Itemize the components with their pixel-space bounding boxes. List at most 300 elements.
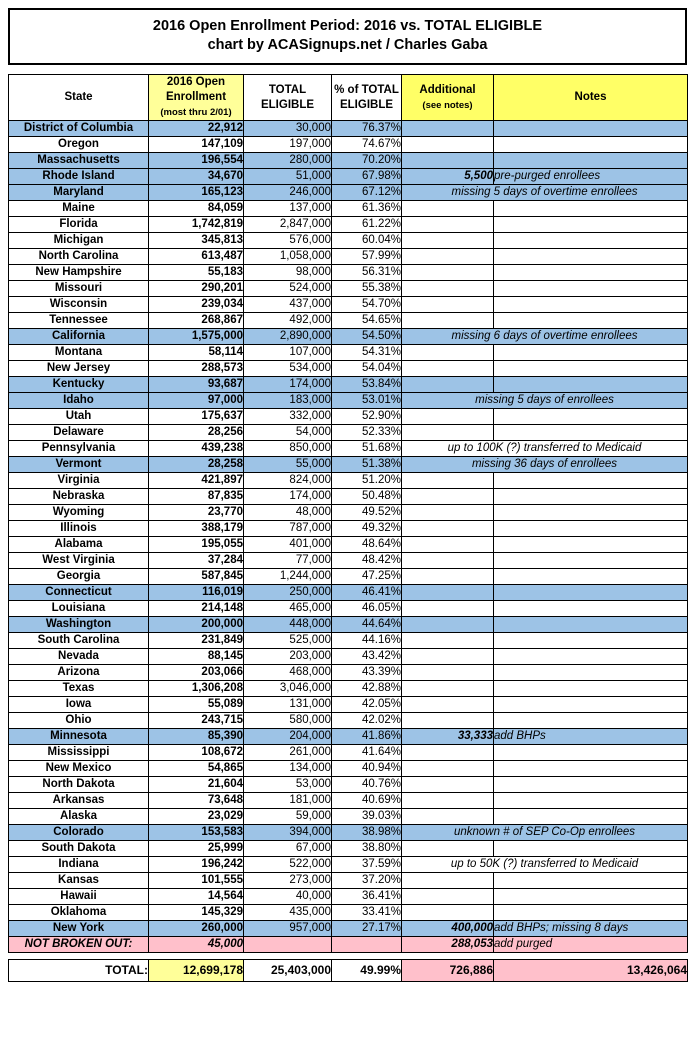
cell-open-enrollment: 1,742,819 — [149, 217, 244, 233]
cell-state: Tennessee — [9, 313, 149, 329]
cell-state: Alaska — [9, 809, 149, 825]
cell-open-enrollment: 21,604 — [149, 777, 244, 793]
cell-total-eligible: 30,000 — [244, 121, 332, 137]
cell-pct: 46.41% — [332, 585, 402, 601]
totals-open-enrollment: 12,699,178 — [149, 960, 244, 982]
cell-open-enrollment: 260,000 — [149, 921, 244, 937]
cell-additional — [402, 297, 494, 313]
cell-pct: 54.31% — [332, 345, 402, 361]
cell-open-enrollment: 116,019 — [149, 585, 244, 601]
cell-additional — [402, 617, 494, 633]
cell-open-enrollment: 214,148 — [149, 601, 244, 617]
cell-additional — [402, 745, 494, 761]
cell-total-eligible: 183,000 — [244, 393, 332, 409]
cell-open-enrollment: 14,564 — [149, 889, 244, 905]
table-row — [9, 633, 688, 649]
cell-notes — [494, 473, 688, 489]
cell-open-enrollment: 439,238 — [149, 441, 244, 457]
cell-state: Vermont — [9, 457, 149, 473]
cell-state: Hawaii — [9, 889, 149, 905]
cell-pct: 38.98% — [332, 825, 402, 841]
cell-open-enrollment: 288,573 — [149, 361, 244, 377]
table-row — [9, 601, 688, 617]
table-row — [9, 169, 688, 185]
column-header-notes: Notes — [494, 75, 688, 121]
cell-state: Idaho — [9, 393, 149, 409]
cell-additional — [402, 777, 494, 793]
cell-state: Connecticut — [9, 585, 149, 601]
table-row — [9, 937, 688, 953]
cell-additional — [402, 217, 494, 233]
cell-state: Texas — [9, 681, 149, 697]
cell-notes — [494, 569, 688, 585]
cell-total-eligible: 197,000 — [244, 137, 332, 153]
cell-state: Utah — [9, 409, 149, 425]
cell-total-eligible: 525,000 — [244, 633, 332, 649]
cell-open-enrollment: 345,813 — [149, 233, 244, 249]
table-row — [9, 345, 688, 361]
table-row — [9, 745, 688, 761]
totals-label: TOTAL: — [9, 960, 149, 982]
cell-pct: 56.31% — [332, 265, 402, 281]
cell-additional — [402, 601, 494, 617]
cell-notes — [494, 217, 688, 233]
cell-notes — [494, 121, 688, 137]
table-row — [9, 665, 688, 681]
cell-notes: pre-purged enrollees — [494, 169, 688, 185]
cell-pct: 54.70% — [332, 297, 402, 313]
cell-notes — [494, 377, 688, 393]
cell-pct: 40.94% — [332, 761, 402, 777]
cell-state: Virginia — [9, 473, 149, 489]
cell-notes — [494, 649, 688, 665]
totals-additional: 726,886 — [402, 960, 494, 982]
cell-pct: 76.37% — [332, 121, 402, 137]
cell-open-enrollment: 23,029 — [149, 809, 244, 825]
table-row — [9, 297, 688, 313]
cell-pct: 53.01% — [332, 393, 402, 409]
cell-state: Minnesota — [9, 729, 149, 745]
table-row — [9, 233, 688, 249]
cell-open-enrollment: 613,487 — [149, 249, 244, 265]
cell-open-enrollment: 165,123 — [149, 185, 244, 201]
cell-open-enrollment: 231,849 — [149, 633, 244, 649]
cell-additional — [402, 665, 494, 681]
cell-pct: 38.80% — [332, 841, 402, 857]
cell-total-eligible: 3,046,000 — [244, 681, 332, 697]
cell-total-eligible: 204,000 — [244, 729, 332, 745]
cell-state: Rhode Island — [9, 169, 149, 185]
cell-state: New York — [9, 921, 149, 937]
cell-state: South Dakota — [9, 841, 149, 857]
cell-open-enrollment: 145,329 — [149, 905, 244, 921]
cell-open-enrollment: 84,059 — [149, 201, 244, 217]
column-header-open-enrollment-main: 2016 Open Enrollment — [165, 76, 227, 104]
table-row — [9, 393, 688, 409]
cell-pct — [332, 937, 402, 953]
cell-total-eligible: 435,000 — [244, 905, 332, 921]
cell-additional — [402, 281, 494, 297]
table-row — [9, 377, 688, 393]
cell-total-eligible: 824,000 — [244, 473, 332, 489]
cell-open-enrollment: 108,672 — [149, 745, 244, 761]
cell-total-eligible: 246,000 — [244, 185, 332, 201]
cell-state: Louisiana — [9, 601, 149, 617]
totals-row — [9, 960, 688, 982]
column-header-additional-main: Additional — [419, 83, 476, 96]
cell-total-eligible — [244, 937, 332, 953]
cell-notes — [494, 761, 688, 777]
cell-state: Maryland — [9, 185, 149, 201]
cell-total-eligible: 55,000 — [244, 457, 332, 473]
cell-open-enrollment: 34,670 — [149, 169, 244, 185]
cell-pct: 37.20% — [332, 873, 402, 889]
cell-note-span: up to 100K (?) transferred to Medicaid — [402, 441, 688, 457]
table-row — [9, 825, 688, 841]
cell-pct: 61.36% — [332, 201, 402, 217]
cell-pct: 54.04% — [332, 361, 402, 377]
table-row — [9, 585, 688, 601]
cell-total-eligible: 273,000 — [244, 873, 332, 889]
cell-additional — [402, 713, 494, 729]
cell-notes — [494, 841, 688, 857]
cell-notes — [494, 425, 688, 441]
header-row — [9, 75, 688, 121]
title-box — [8, 8, 687, 65]
cell-total-eligible: 261,000 — [244, 745, 332, 761]
cell-notes — [494, 777, 688, 793]
cell-additional: 33,333 — [402, 729, 494, 745]
cell-notes — [494, 905, 688, 921]
table-row — [9, 761, 688, 777]
cell-open-enrollment: 55,183 — [149, 265, 244, 281]
cell-open-enrollment: 55,089 — [149, 697, 244, 713]
table-row — [9, 521, 688, 537]
cell-total-eligible: 280,000 — [244, 153, 332, 169]
cell-open-enrollment: 421,897 — [149, 473, 244, 489]
cell-pct: 55.38% — [332, 281, 402, 297]
cell-notes — [494, 537, 688, 553]
cell-additional — [402, 873, 494, 889]
table-row — [9, 329, 688, 345]
cell-notes — [494, 201, 688, 217]
cell-open-enrollment: 101,555 — [149, 873, 244, 889]
cell-pct: 52.90% — [332, 409, 402, 425]
table-row — [9, 505, 688, 521]
cell-pct: 40.76% — [332, 777, 402, 793]
cell-note-span: up to 50K (?) transferred to Medicaid — [402, 857, 688, 873]
cell-open-enrollment: 88,145 — [149, 649, 244, 665]
cell-open-enrollment: 243,715 — [149, 713, 244, 729]
table-row — [9, 809, 688, 825]
cell-pct: 51.20% — [332, 473, 402, 489]
cell-open-enrollment: 45,000 — [149, 937, 244, 953]
cell-total-eligible: 787,000 — [244, 521, 332, 537]
cell-state: South Carolina — [9, 633, 149, 649]
cell-total-eligible: 448,000 — [244, 617, 332, 633]
table-row — [9, 649, 688, 665]
cell-notes — [494, 601, 688, 617]
cell-total-eligible: 48,000 — [244, 505, 332, 521]
cell-notes — [494, 489, 688, 505]
table-row — [9, 777, 688, 793]
table-row — [9, 457, 688, 473]
cell-notes — [494, 361, 688, 377]
cell-additional — [402, 649, 494, 665]
cell-open-enrollment: 268,867 — [149, 313, 244, 329]
cell-open-enrollment: 28,258 — [149, 457, 244, 473]
cell-pct: 27.17% — [332, 921, 402, 937]
table-row — [9, 569, 688, 585]
table-row — [9, 697, 688, 713]
cell-notes — [494, 873, 688, 889]
table-row — [9, 873, 688, 889]
cell-notes: add purged — [494, 937, 688, 953]
cell-total-eligible: 437,000 — [244, 297, 332, 313]
table-row — [9, 793, 688, 809]
title-line-2: chart by ACASignups.net / Charles Gaba — [207, 37, 488, 54]
cell-state: Nevada — [9, 649, 149, 665]
cell-open-enrollment: 388,179 — [149, 521, 244, 537]
cell-notes — [494, 889, 688, 905]
title-line-1: 2016 Open Enrollment Period: 2016 vs. TOTAL ELIGIBLE — [152, 18, 543, 34]
cell-pct: 53.84% — [332, 377, 402, 393]
cell-additional — [402, 377, 494, 393]
column-header-open-enrollment-sub: (most thru 2/01) — [160, 107, 232, 119]
cell-total-eligible: 67,000 — [244, 841, 332, 857]
cell-open-enrollment: 153,583 — [149, 825, 244, 841]
cell-state: Florida — [9, 217, 149, 233]
table-row — [9, 265, 688, 281]
table-row — [9, 153, 688, 169]
table-row — [9, 841, 688, 857]
cell-additional — [402, 633, 494, 649]
cell-total-eligible: 134,000 — [244, 761, 332, 777]
cell-pct: 43.42% — [332, 649, 402, 665]
cell-open-enrollment: 195,055 — [149, 537, 244, 553]
cell-notes — [494, 809, 688, 825]
cell-total-eligible: 401,000 — [244, 537, 332, 553]
cell-notes — [494, 553, 688, 569]
cell-open-enrollment: 1,306,208 — [149, 681, 244, 697]
cell-state: North Carolina — [9, 249, 149, 265]
cell-state: NOT BROKEN OUT: — [9, 937, 149, 953]
cell-pct: 42.02% — [332, 713, 402, 729]
cell-additional — [402, 585, 494, 601]
table-row — [9, 201, 688, 217]
table-row — [9, 185, 688, 201]
cell-total-eligible: 524,000 — [244, 281, 332, 297]
cell-state: Alabama — [9, 537, 149, 553]
cell-total-eligible: 131,000 — [244, 697, 332, 713]
cell-total-eligible: 522,000 — [244, 857, 332, 873]
cell-state: Maine — [9, 201, 149, 217]
cell-total-eligible: 465,000 — [244, 601, 332, 617]
cell-total-eligible: 576,000 — [244, 233, 332, 249]
cell-additional — [402, 137, 494, 153]
cell-notes — [494, 249, 688, 265]
cell-additional — [402, 345, 494, 361]
table-row — [9, 361, 688, 377]
cell-state: New Jersey — [9, 361, 149, 377]
cell-total-eligible: 332,000 — [244, 409, 332, 425]
column-header-open-enrollment — [149, 75, 244, 121]
cell-additional — [402, 697, 494, 713]
cell-open-enrollment: 93,687 — [149, 377, 244, 393]
cell-additional — [402, 505, 494, 521]
cell-notes: add BHPs; missing 8 days — [494, 921, 688, 937]
cell-additional — [402, 409, 494, 425]
cell-total-eligible: 850,000 — [244, 441, 332, 457]
table-row — [9, 217, 688, 233]
cell-notes — [494, 713, 688, 729]
cell-notes — [494, 585, 688, 601]
cell-notes — [494, 153, 688, 169]
enrollment-table — [8, 74, 688, 953]
cell-state: Delaware — [9, 425, 149, 441]
cell-state: California — [9, 329, 149, 345]
cell-pct: 49.52% — [332, 505, 402, 521]
column-header-state: State — [9, 75, 149, 121]
cell-state: Georgia — [9, 569, 149, 585]
cell-open-enrollment: 87,835 — [149, 489, 244, 505]
cell-state: Wyoming — [9, 505, 149, 521]
cell-additional — [402, 841, 494, 857]
table-row — [9, 121, 688, 137]
cell-state: Mississippi — [9, 745, 149, 761]
cell-pct: 37.59% — [332, 857, 402, 873]
cell-additional — [402, 121, 494, 137]
cell-notes — [494, 281, 688, 297]
cell-total-eligible: 492,000 — [244, 313, 332, 329]
cell-pct: 70.20% — [332, 153, 402, 169]
cell-pct: 47.25% — [332, 569, 402, 585]
cell-state: Arizona — [9, 665, 149, 681]
table-row — [9, 537, 688, 553]
cell-state: Colorado — [9, 825, 149, 841]
cell-additional — [402, 201, 494, 217]
cell-notes — [494, 137, 688, 153]
cell-additional — [402, 809, 494, 825]
table-body — [9, 121, 688, 953]
cell-pct: 49.32% — [332, 521, 402, 537]
cell-total-eligible: 250,000 — [244, 585, 332, 601]
cell-state: Michigan — [9, 233, 149, 249]
cell-open-enrollment: 23,770 — [149, 505, 244, 521]
cell-additional — [402, 521, 494, 537]
cell-state: Massachusetts — [9, 153, 149, 169]
cell-state: Indiana — [9, 857, 149, 873]
cell-notes — [494, 265, 688, 281]
table-row — [9, 281, 688, 297]
table-row — [9, 313, 688, 329]
cell-pct: 39.03% — [332, 809, 402, 825]
table-row — [9, 553, 688, 569]
table-row — [9, 889, 688, 905]
cell-state: Oklahoma — [9, 905, 149, 921]
cell-pct: 60.04% — [332, 233, 402, 249]
cell-open-enrollment: 25,999 — [149, 841, 244, 857]
table-row — [9, 473, 688, 489]
cell-pct: 67.12% — [332, 185, 402, 201]
cell-open-enrollment: 196,242 — [149, 857, 244, 873]
cell-additional — [402, 537, 494, 553]
cell-notes: add BHPs — [494, 729, 688, 745]
table-row — [9, 857, 688, 873]
cell-open-enrollment: 37,284 — [149, 553, 244, 569]
cell-open-enrollment: 28,256 — [149, 425, 244, 441]
cell-note-span: missing 6 days of overtime enrollees — [402, 329, 688, 345]
cell-additional — [402, 233, 494, 249]
cell-additional — [402, 889, 494, 905]
chart-page — [0, 8, 695, 1049]
cell-total-eligible: 77,000 — [244, 553, 332, 569]
cell-state: Pennsylvania — [9, 441, 149, 457]
cell-total-eligible: 59,000 — [244, 809, 332, 825]
cell-pct: 40.69% — [332, 793, 402, 809]
cell-state: Washington — [9, 617, 149, 633]
cell-total-eligible: 40,000 — [244, 889, 332, 905]
cell-notes — [494, 697, 688, 713]
cell-state: Iowa — [9, 697, 149, 713]
cell-notes — [494, 665, 688, 681]
table-row — [9, 921, 688, 937]
cell-open-enrollment: 175,637 — [149, 409, 244, 425]
cell-pct: 46.05% — [332, 601, 402, 617]
cell-state: Arkansas — [9, 793, 149, 809]
cell-notes — [494, 745, 688, 761]
column-header-pct: % of TOTAL ELIGIBLE — [332, 75, 402, 121]
table-row — [9, 441, 688, 457]
cell-additional — [402, 553, 494, 569]
table-row — [9, 137, 688, 153]
table-header — [9, 75, 688, 121]
cell-additional — [402, 313, 494, 329]
table-row — [9, 425, 688, 441]
cell-open-enrollment: 203,066 — [149, 665, 244, 681]
cell-additional — [402, 569, 494, 585]
cell-note-span: missing 36 days of enrollees — [402, 457, 688, 473]
cell-pct: 57.99% — [332, 249, 402, 265]
cell-open-enrollment: 239,034 — [149, 297, 244, 313]
cell-additional — [402, 793, 494, 809]
cell-state: Montana — [9, 345, 149, 361]
cell-pct: 54.65% — [332, 313, 402, 329]
cell-pct: 48.42% — [332, 553, 402, 569]
cell-pct: 51.68% — [332, 441, 402, 457]
cell-notes — [494, 793, 688, 809]
cell-pct: 51.38% — [332, 457, 402, 473]
cell-pct: 44.16% — [332, 633, 402, 649]
table-row — [9, 617, 688, 633]
cell-notes — [494, 409, 688, 425]
cell-open-enrollment: 200,000 — [149, 617, 244, 633]
cell-total-eligible: 1,244,000 — [244, 569, 332, 585]
cell-pct: 54.50% — [332, 329, 402, 345]
cell-open-enrollment: 85,390 — [149, 729, 244, 745]
cell-additional — [402, 153, 494, 169]
totals-table — [8, 959, 688, 982]
cell-total-eligible: 181,000 — [244, 793, 332, 809]
cell-open-enrollment: 147,109 — [149, 137, 244, 153]
cell-state: Kansas — [9, 873, 149, 889]
cell-pct: 43.39% — [332, 665, 402, 681]
cell-pct: 41.86% — [332, 729, 402, 745]
cell-pct: 33.41% — [332, 905, 402, 921]
cell-total-eligible: 534,000 — [244, 361, 332, 377]
cell-open-enrollment: 97,000 — [149, 393, 244, 409]
cell-additional — [402, 425, 494, 441]
